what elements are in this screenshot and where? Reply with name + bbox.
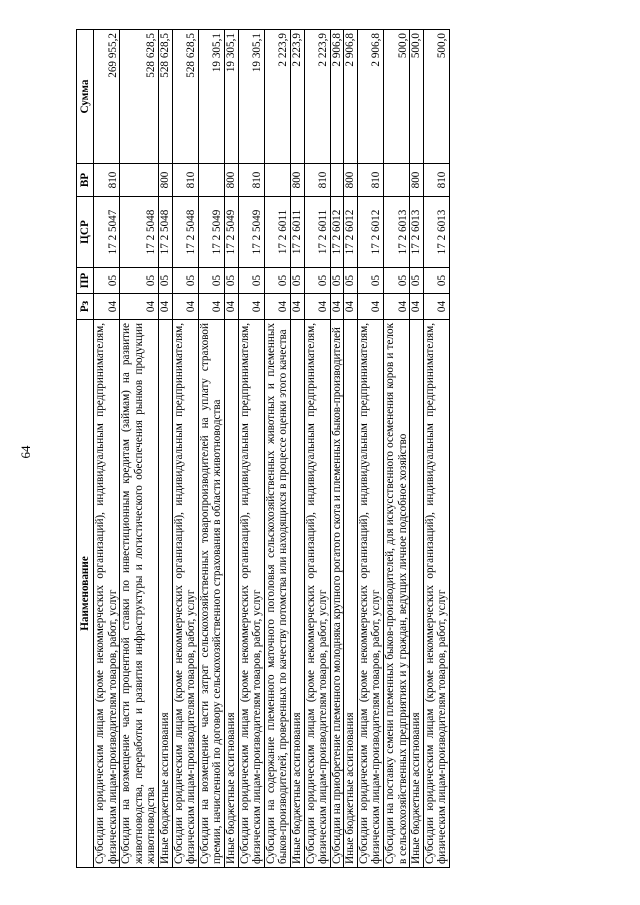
- row-sum: 19 305,1: [198, 30, 224, 164]
- row-vr: [330, 164, 344, 197]
- row-vr: 810: [238, 164, 264, 197]
- row-pr: 05: [290, 268, 304, 294]
- row-name: Иные бюджетные ассигнования: [158, 320, 172, 868]
- row-vr: 810: [304, 164, 330, 197]
- row-vr: 800: [410, 164, 424, 197]
- row-pr: 05: [238, 268, 264, 294]
- row-csr: 17 2 6011: [304, 197, 330, 268]
- row-rz: 04: [410, 294, 424, 320]
- row-vr: 810: [172, 164, 198, 197]
- row-pr: 05: [158, 268, 172, 294]
- row-sum: 19 305,1: [238, 30, 264, 164]
- row-csr: 17 2 6011: [290, 197, 304, 268]
- row-sum: 2 223,9: [264, 30, 290, 164]
- row-vr: 800: [224, 164, 238, 197]
- row-rz: 04: [330, 294, 344, 320]
- row-rz: 04: [290, 294, 304, 320]
- row-rz: 04: [158, 294, 172, 320]
- header-name: Наименование: [77, 320, 94, 868]
- table-row: [344, 30, 358, 868]
- row-vr: 810: [94, 164, 120, 197]
- row-rz: 04: [423, 294, 449, 320]
- row-vr: 800: [158, 164, 172, 197]
- row-pr: 05: [264, 268, 290, 294]
- table-header-row: [77, 30, 94, 868]
- table-row: [304, 30, 330, 868]
- row-vr: [384, 164, 410, 197]
- row-vr: [120, 164, 159, 197]
- table-row: [330, 30, 344, 868]
- row-sum: 528 628,5: [172, 30, 198, 164]
- table-row: [264, 30, 290, 868]
- row-rz: 04: [120, 294, 159, 320]
- row-name: Субсидии на приобретение племенного молодняка крупного рогатого скота и племенных быков-производителей: [330, 320, 344, 868]
- header-vr: ВР: [77, 164, 94, 197]
- row-name: Иные бюджетные ассигнования: [224, 320, 238, 868]
- row-sum: 2 223,9: [290, 30, 304, 164]
- row-pr: 05: [423, 268, 449, 294]
- row-rz: 04: [384, 294, 410, 320]
- row-sum: 19 305,1: [224, 30, 238, 164]
- row-rz: 04: [198, 294, 224, 320]
- table-row: [120, 30, 159, 868]
- row-rz: 04: [357, 294, 383, 320]
- header-pr: ПР: [77, 268, 94, 294]
- row-rz: 04: [304, 294, 330, 320]
- row-sum: 500,0: [384, 30, 410, 164]
- header-csr: ЦСР: [77, 197, 94, 268]
- table-row: [290, 30, 304, 868]
- row-pr: 05: [330, 268, 344, 294]
- row-name: Иные бюджетные ассигнования: [410, 320, 424, 868]
- table-row: [384, 30, 410, 868]
- row-name: Субсидии юридическим лицам (кроме некоммерческих организаций), индивидуальным предпринимателям, физическим лицам-производителям товаров, работ, услуг: [423, 320, 449, 868]
- row-name: Иные бюджетные ассигнования: [344, 320, 358, 868]
- header-sum: Сумма: [77, 30, 94, 164]
- table-row: [423, 30, 449, 868]
- row-csr: 17 2 5049: [224, 197, 238, 268]
- row-sum: 500,0: [423, 30, 449, 164]
- row-csr: 17 2 6013: [410, 197, 424, 268]
- row-name: Субсидии юридическим лицам (кроме некоммерческих организаций), индивидуальным предпринимателям, физическим лицам-производителям товаров, работ, услуг: [238, 320, 264, 868]
- row-csr: 17 2 6012: [344, 197, 358, 268]
- header-rz: Рз: [77, 294, 94, 320]
- row-csr: 17 2 6012: [330, 197, 344, 268]
- row-sum: 528 628,5: [158, 30, 172, 164]
- table-row: [198, 30, 224, 868]
- table-row: [158, 30, 172, 868]
- row-csr: 17 2 5048: [172, 197, 198, 268]
- row-csr: 17 2 5049: [198, 197, 224, 268]
- row-csr: 17 2 6012: [357, 197, 383, 268]
- row-sum: 528 628,5: [120, 30, 159, 164]
- row-csr: 17 2 6011: [264, 197, 290, 268]
- row-pr: 05: [304, 268, 330, 294]
- table-row: [410, 30, 424, 868]
- page-number: 64: [18, 445, 33, 459]
- row-pr: 05: [120, 268, 159, 294]
- row-vr: 810: [357, 164, 383, 197]
- row-sum: 2 906,8: [344, 30, 358, 164]
- row-csr: 17 2 5049: [238, 197, 264, 268]
- row-name: Субсидии юридическим лицам (кроме некоммерческих организаций), индивидуальным предпринимателям, физическим лицам-производителям товаров, работ, услуг: [94, 320, 120, 868]
- row-pr: 05: [344, 268, 358, 294]
- table-row: [224, 30, 238, 868]
- row-name: Субсидии на содержание племенного маточного поголовья сельскохозяйственных животных и племенных быков-производителей, проверенных по качеству потомства или находящихся в процессе оценки этого качества: [264, 320, 290, 868]
- row-rz: 04: [264, 294, 290, 320]
- budget-table: [76, 29, 450, 868]
- row-pr: 05: [384, 268, 410, 294]
- row-rz: 04: [344, 294, 358, 320]
- row-pr: 05: [224, 268, 238, 294]
- row-name: Субсидии юридическим лицам (кроме некоммерческих организаций), индивидуальным предпринимателям, физическим лицам-производителям товаров, работ, услуг: [357, 320, 383, 868]
- row-pr: 05: [94, 268, 120, 294]
- row-name: Субсидии юридическим лицам (кроме некоммерческих организаций), индивидуальным предпринимателям, физическим лицам-производителям товаров, работ, услуг: [304, 320, 330, 868]
- row-pr: 05: [357, 268, 383, 294]
- row-rz: 04: [224, 294, 238, 320]
- row-vr: 810: [423, 164, 449, 197]
- row-csr: 17 2 5048: [158, 197, 172, 268]
- row-pr: 05: [198, 268, 224, 294]
- row-name: Субсидии юридическим лицам (кроме некоммерческих организаций), индивидуальным предпринимателям, физическим лицам-производителям товаров, работ, услуг: [172, 320, 198, 868]
- row-vr: [264, 164, 290, 197]
- row-rz: 04: [172, 294, 198, 320]
- row-pr: 05: [410, 268, 424, 294]
- row-csr: 17 2 6013: [384, 197, 410, 268]
- row-sum: 2 906,8: [330, 30, 344, 164]
- table-row: [94, 30, 120, 868]
- row-sum: 269 955,2: [94, 30, 120, 164]
- row-rz: 04: [238, 294, 264, 320]
- row-csr: 17 2 5048: [120, 197, 159, 268]
- row-sum: 500,0: [410, 30, 424, 164]
- row-pr: 05: [172, 268, 198, 294]
- rotated-page-content: [76, 30, 571, 868]
- row-vr: 800: [344, 164, 358, 197]
- row-sum: 2 223,9: [304, 30, 330, 164]
- table-row: [172, 30, 198, 868]
- row-vr: 800: [290, 164, 304, 197]
- row-name: Субсидии на поставку семени племенных быков-производителей, для искусственного осеменения коров и телок в сельскохозяйственных предприятиях и у граждан, ведущих личное подсобное хозяйство: [384, 320, 410, 868]
- row-csr: 17 2 5047: [94, 197, 120, 268]
- table-row: [357, 30, 383, 868]
- table-row: [238, 30, 264, 868]
- row-csr: 17 2 6013: [423, 197, 449, 268]
- row-name: Субсидии на возмещение части затрат сельскохозяйственных товаропроизводителей на уплату страховой премии, начисленной по договору сельскохозяйственного страхования в области животноводства: [198, 320, 224, 868]
- row-name: Иные бюджетные ассигнования: [290, 320, 304, 868]
- row-rz: 04: [94, 294, 120, 320]
- row-sum: 2 906,8: [357, 30, 383, 164]
- row-vr: [198, 164, 224, 197]
- row-name: Субсидии на возмещение части процентной ставки по инвестиционным кредитам (займам) на развитие животноводства, переработки и развития инфраструктуры и логистического обеспечения рынков продукции животноводства: [120, 320, 159, 868]
